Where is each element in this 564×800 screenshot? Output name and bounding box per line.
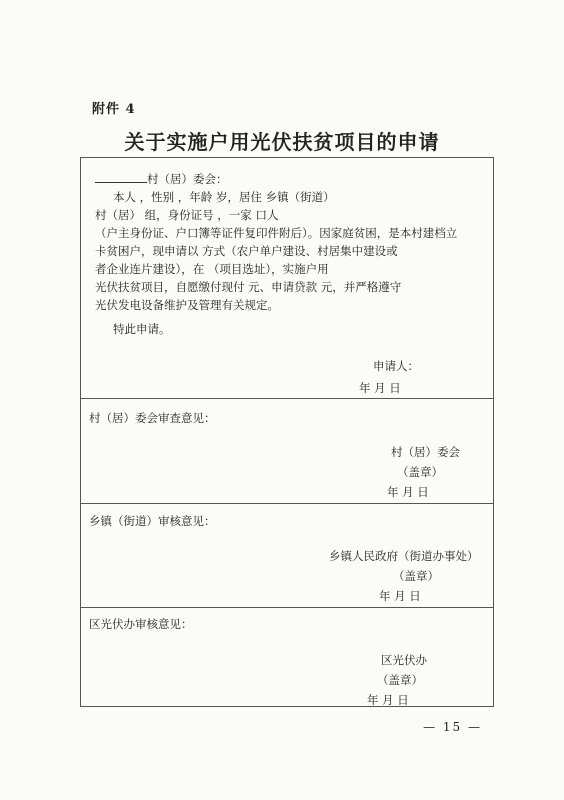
section-divider-3 [81, 607, 493, 608]
town-review-label: 乡镇（街道）审核意见： [89, 514, 216, 528]
village-org: 村（居）委会 [391, 445, 460, 459]
village-review-label: 村（居）委会审查意见： [89, 411, 216, 425]
application-date: 年 月 日 [359, 381, 401, 395]
closing-text: 特此申请。 [113, 322, 171, 336]
village-name-blank[interactable] [95, 170, 147, 183]
paragraph-line-5: 者企业连片建设），在 （项目选址），实施户用 [95, 262, 329, 276]
town-seal: （盖章） [393, 569, 439, 583]
paragraph-line-7: 光伏发电设备维护及管理有关规定。 [95, 298, 279, 312]
paragraph-line-2: 村（居） 组，身份证号 ，一家 口人 [95, 208, 279, 222]
town-org: 乡镇人民政府（街道办事处） [329, 549, 479, 563]
paragraph-line-6: 光伏扶贫项目，自愿缴付现付 元、申请贷款 元，并严格遵守 [95, 280, 402, 294]
district-seal: （盖章） [377, 673, 423, 687]
attachment-label: 附件 4 [92, 102, 136, 117]
paragraph-line-3: （户主身份证、户口簿等证件复印件附后）。因家庭贫困，是本村建档立 [95, 226, 458, 240]
section-divider-1 [81, 398, 493, 399]
district-review-label: 区光伏办审核意见： [89, 617, 193, 631]
application-form-table [80, 157, 494, 707]
district-org: 区光伏办 [381, 653, 427, 667]
village-seal: （盖章） [397, 465, 443, 479]
section-divider-2 [81, 503, 493, 504]
town-date: 年 月 日 [379, 589, 421, 603]
district-date: 年 月 日 [367, 693, 409, 707]
addressee-text: 村（居）委会： [147, 172, 228, 186]
village-date: 年 月 日 [387, 485, 429, 499]
addressee-line [95, 170, 228, 188]
page-number: — 15 — [423, 720, 482, 734]
paragraph-line-1: 本人 ，性别 ，年龄 岁，居住 乡镇（街道） [113, 190, 335, 204]
page-title: 关于实施户用光伏扶贫项目的申请 [124, 130, 440, 154]
paragraph-line-4: 卡贫困户，现申请以 方式（农户单户建设、村居集中建设或 [95, 244, 398, 258]
applicant-label: 申请人： [373, 359, 419, 373]
